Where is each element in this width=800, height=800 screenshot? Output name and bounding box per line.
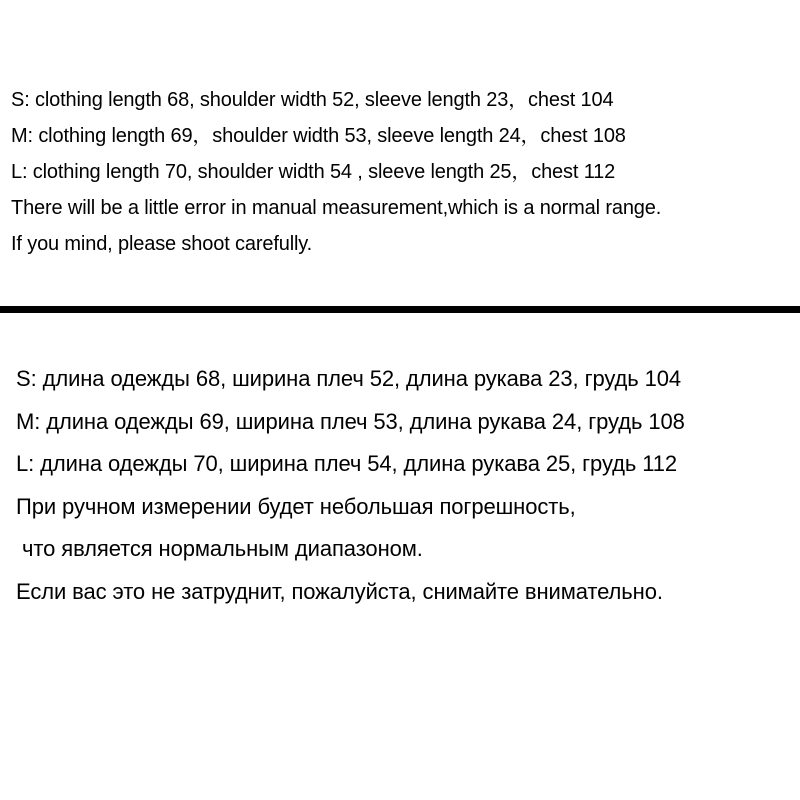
- shoot-carefully-note-ru: Если вас это не затруднит, пожалуйста, снимайте внимательно.: [16, 578, 663, 604]
- english-size-notes: [11, 82, 796, 262]
- size-m-line-ru: M: длина одежды 69, ширина плеч 53, длина рукава 24, грудь 108: [16, 408, 685, 434]
- normal-range-note-ru: что является нормальным диапазоном.: [16, 536, 423, 561]
- size-m-line-en: M: clothing length 69，shoulder width 53, sleeve length 24，chest 108: [11, 125, 626, 147]
- measurement-error-note-en: There will be a little error in manual measurement,which is a normal range.: [11, 197, 662, 219]
- shoot-carefully-note-en: If you mind, please shoot carefully.: [11, 233, 313, 255]
- measurement-error-note-ru: При ручном измерении будет небольшая погрешность,: [16, 493, 576, 519]
- russian-size-notes: [16, 358, 796, 613]
- size-l-line-en: L: clothing length 70, shoulder width 54 , sleeve length 25，chest 112: [11, 161, 616, 183]
- size-l-line-ru: L: длина одежды 70, ширина плеч 54, длина рукава 25, грудь 112: [16, 451, 677, 476]
- size-s-line-ru: S: длина одежды 68, ширина плеч 52, длина рукава 23, грудь 104: [16, 366, 682, 391]
- size-s-line-en: S: clothing length 68, shoulder width 52, sleeve length 23，chest 104: [11, 89, 614, 111]
- section-divider: [0, 306, 800, 313]
